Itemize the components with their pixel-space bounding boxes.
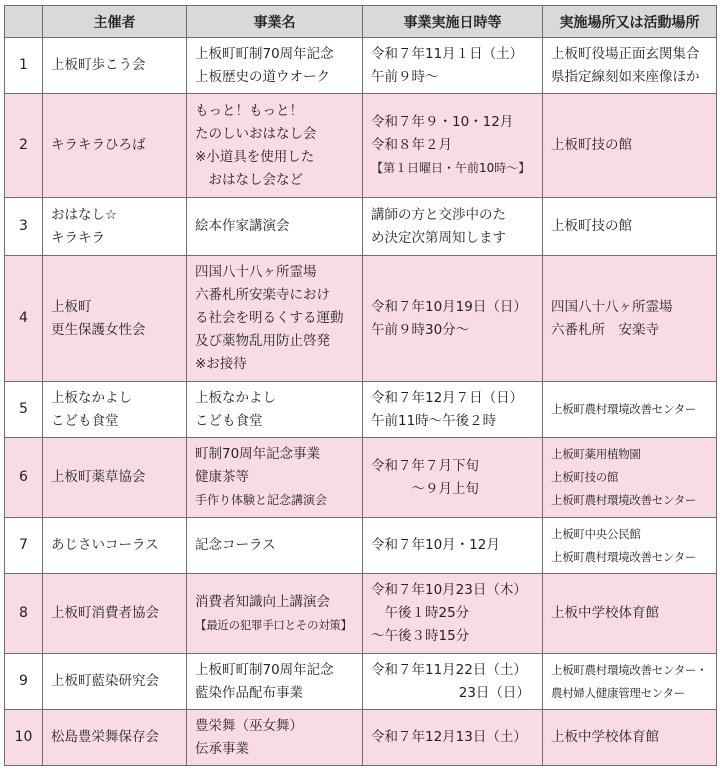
place-line: 上板町農村環境改善センター [551,402,697,416]
datetime-line: 午前11時～午後２時 [371,412,497,429]
place-line: 上板町技の館 [551,218,632,234]
table-row [5,710,717,766]
datetime-line: 令和７年12月13日（土） [371,729,527,745]
place-line: 上板町技の館 [551,470,619,484]
event-line: 上板町町制70周年記念 [195,661,334,678]
place-line: 六番札所 安楽寺 [551,321,659,338]
datetime-line: 令和７年10月19日（日） [371,298,527,315]
datetime-line: 講師の方と交渉中のた [371,206,506,223]
datetime-line: め決定次第周知します [371,229,506,246]
event-line: ※小道具を使用した [195,148,315,165]
event-line: こども食堂 [195,412,263,429]
organizer-cell [43,38,187,94]
organizer-cell [43,94,187,198]
event-cell [187,654,363,710]
header-no [5,6,43,38]
table-row [5,94,717,198]
header-event: 事業名 [187,6,363,38]
datetime-line: 23日（日） [458,684,530,701]
datetime-line: 【第１日曜日・午前10時～】 [371,161,531,175]
events-table [4,5,717,766]
table-row [5,256,717,382]
organizer-line: 上板町 [51,298,92,315]
event-line: 記念コーラス [195,537,276,553]
place-cell [543,382,717,438]
place-cell [543,574,717,654]
datetime-cell [363,518,543,574]
event-line: ※お接待 [195,356,247,372]
row-number: 5 [5,382,43,438]
datetime-cell [363,574,543,654]
datetime-line: 午後１時25分 [384,605,470,621]
organizer-cell [43,654,187,710]
organizer-cell [43,710,187,766]
datetime-line: 令和８年２月 [371,137,452,153]
event-line: 六番札所安楽寺におけ [195,287,330,303]
organizer-cell [43,438,187,518]
place-cell [543,710,717,766]
organizer-cell [43,256,187,382]
event-cell [187,710,363,766]
event-line: 町制70周年記念事業 [195,446,321,462]
place-line: 上板町農村環境改善センター・ [551,662,708,677]
organizer-line: 上板町薬草協会 [51,469,146,485]
event-line: る社会を明るくする運動 [195,310,344,326]
header-row [5,6,717,38]
organizer-line: キラキラ [51,229,105,246]
datetime-line: 令和７年７月下旬 [371,457,479,474]
datetime-cell [363,710,543,766]
row-number: 4 [5,256,43,382]
row-number: 10 [5,710,43,766]
place-cell [543,198,717,256]
place-line: 農村婦人健康管理センター [551,685,685,700]
organizer-line: 更生保護女性会 [51,321,146,338]
event-line: 絵本作家講演会 [195,218,290,234]
place-line: 上板町農村環境改善センター [551,493,697,507]
datetime-line: 令和７年10月23日（木） [371,582,527,598]
table-row [5,198,717,256]
event-line: 健康茶等 [195,469,249,485]
event-cell [187,438,363,518]
event-line: もっと！もっと！ [195,102,303,119]
organizer-cell [43,574,187,654]
datetime-line: 令和７年９・10・12月 [371,114,514,130]
organizer-line: 松島豊栄舞保存会 [51,729,159,745]
event-line: 上板歴史の道ウオーク [195,68,330,85]
datetime-line: 午前９時～ [371,68,439,85]
event-cell [187,518,363,574]
organizer-cell [43,382,187,438]
table-row [5,654,717,710]
datetime-line: 令和７年11月22日（土） [371,661,527,678]
place-line: 上板町薬用植物園 [551,447,641,461]
event-line: 藍染作品配布事業 [195,684,303,701]
event-line: おはなし会など [208,171,303,188]
place-line: 上板中学校体育館 [551,729,659,745]
event-cell [187,38,363,94]
place-cell [543,438,717,518]
place-cell [543,518,717,574]
place-line: 上板町中央公民館 [551,526,641,541]
organizer-line: キラキラひろば [51,137,146,153]
datetime-cell [363,654,543,710]
table-row [5,574,717,654]
header-organizer: 主催者 [43,6,187,38]
organizer-line: 上板町消費者協会 [51,605,159,621]
event-cell [187,94,363,198]
event-line: 及び薬物乱用防止啓発 [195,333,330,349]
place-line: 上板中学校体育館 [551,605,659,621]
organizer-line: 上板町歩こう会 [51,57,146,73]
organizer-cell [43,518,187,574]
datetime-cell [363,438,543,518]
place-cell [543,38,717,94]
event-line: 上板町町制70周年記念 [195,45,334,62]
event-cell [187,256,363,382]
table-row [5,438,717,518]
event-line: 手作り体験と記念講演会 [195,493,328,507]
header-place: 実施場所又は活動場所 [543,6,717,38]
place-cell [543,256,717,382]
datetime-cell [363,38,543,94]
row-number: 3 [5,198,43,256]
event-cell [187,382,363,438]
organizer-cell [43,198,187,256]
place-cell [543,654,717,710]
datetime-cell [363,256,543,382]
event-line: たのしいおはなし会 [195,125,317,142]
table-row [5,382,717,438]
row-number: 6 [5,438,43,518]
organizer-line: あじさいコーラス [51,537,159,553]
place-line: 上板町農村環境改善センター [551,549,697,564]
table-row [5,518,717,574]
row-number: 9 [5,654,43,710]
event-line: 四国八十八ヶ所霊場 [195,264,317,280]
datetime-line: 令和７年10月・12月 [371,537,500,553]
datetime-cell [363,198,543,256]
datetime-cell [363,94,543,198]
event-line: 上板なかよし [195,389,276,406]
row-number: 8 [5,574,43,654]
row-number: 1 [5,38,43,94]
header-datetime: 事業実施日時等 [363,6,543,38]
datetime-line: ～午後３時15分 [371,628,470,644]
event-cell [187,574,363,654]
place-line: 四国八十八ヶ所霊場 [551,298,673,315]
datetime-cell [363,382,543,438]
place-cell [543,94,717,198]
place-line: 上板町役場正面玄関集合 [551,45,700,62]
organizer-line: おはなし☆ [51,206,118,223]
organizer-line: 上板町藍染研究会 [51,673,159,689]
event-line: 消費者知識向上講演会 [195,593,330,610]
place-line: 県指定線刻如来座像ほか [551,68,700,85]
event-line: 【最近の犯罪手口とその対策】 [195,617,352,632]
organizer-line: こども食堂 [51,412,119,429]
event-line: 豊栄舞（巫女舞） [195,717,303,734]
place-line: 上板町技の館 [551,137,632,153]
datetime-line: 令和７年12月７日（日） [371,389,524,406]
datetime-line: 午前９時30分～ [371,321,470,338]
event-line: 伝承事業 [195,740,249,757]
table-row [5,38,717,94]
datetime-line: ～９月上旬 [411,480,479,497]
event-cell [187,198,363,256]
datetime-line: 令和７年11月１日（土） [371,45,524,62]
row-number: 2 [5,94,43,198]
organizer-line: 上板なかよし [51,389,132,406]
row-number: 7 [5,518,43,574]
